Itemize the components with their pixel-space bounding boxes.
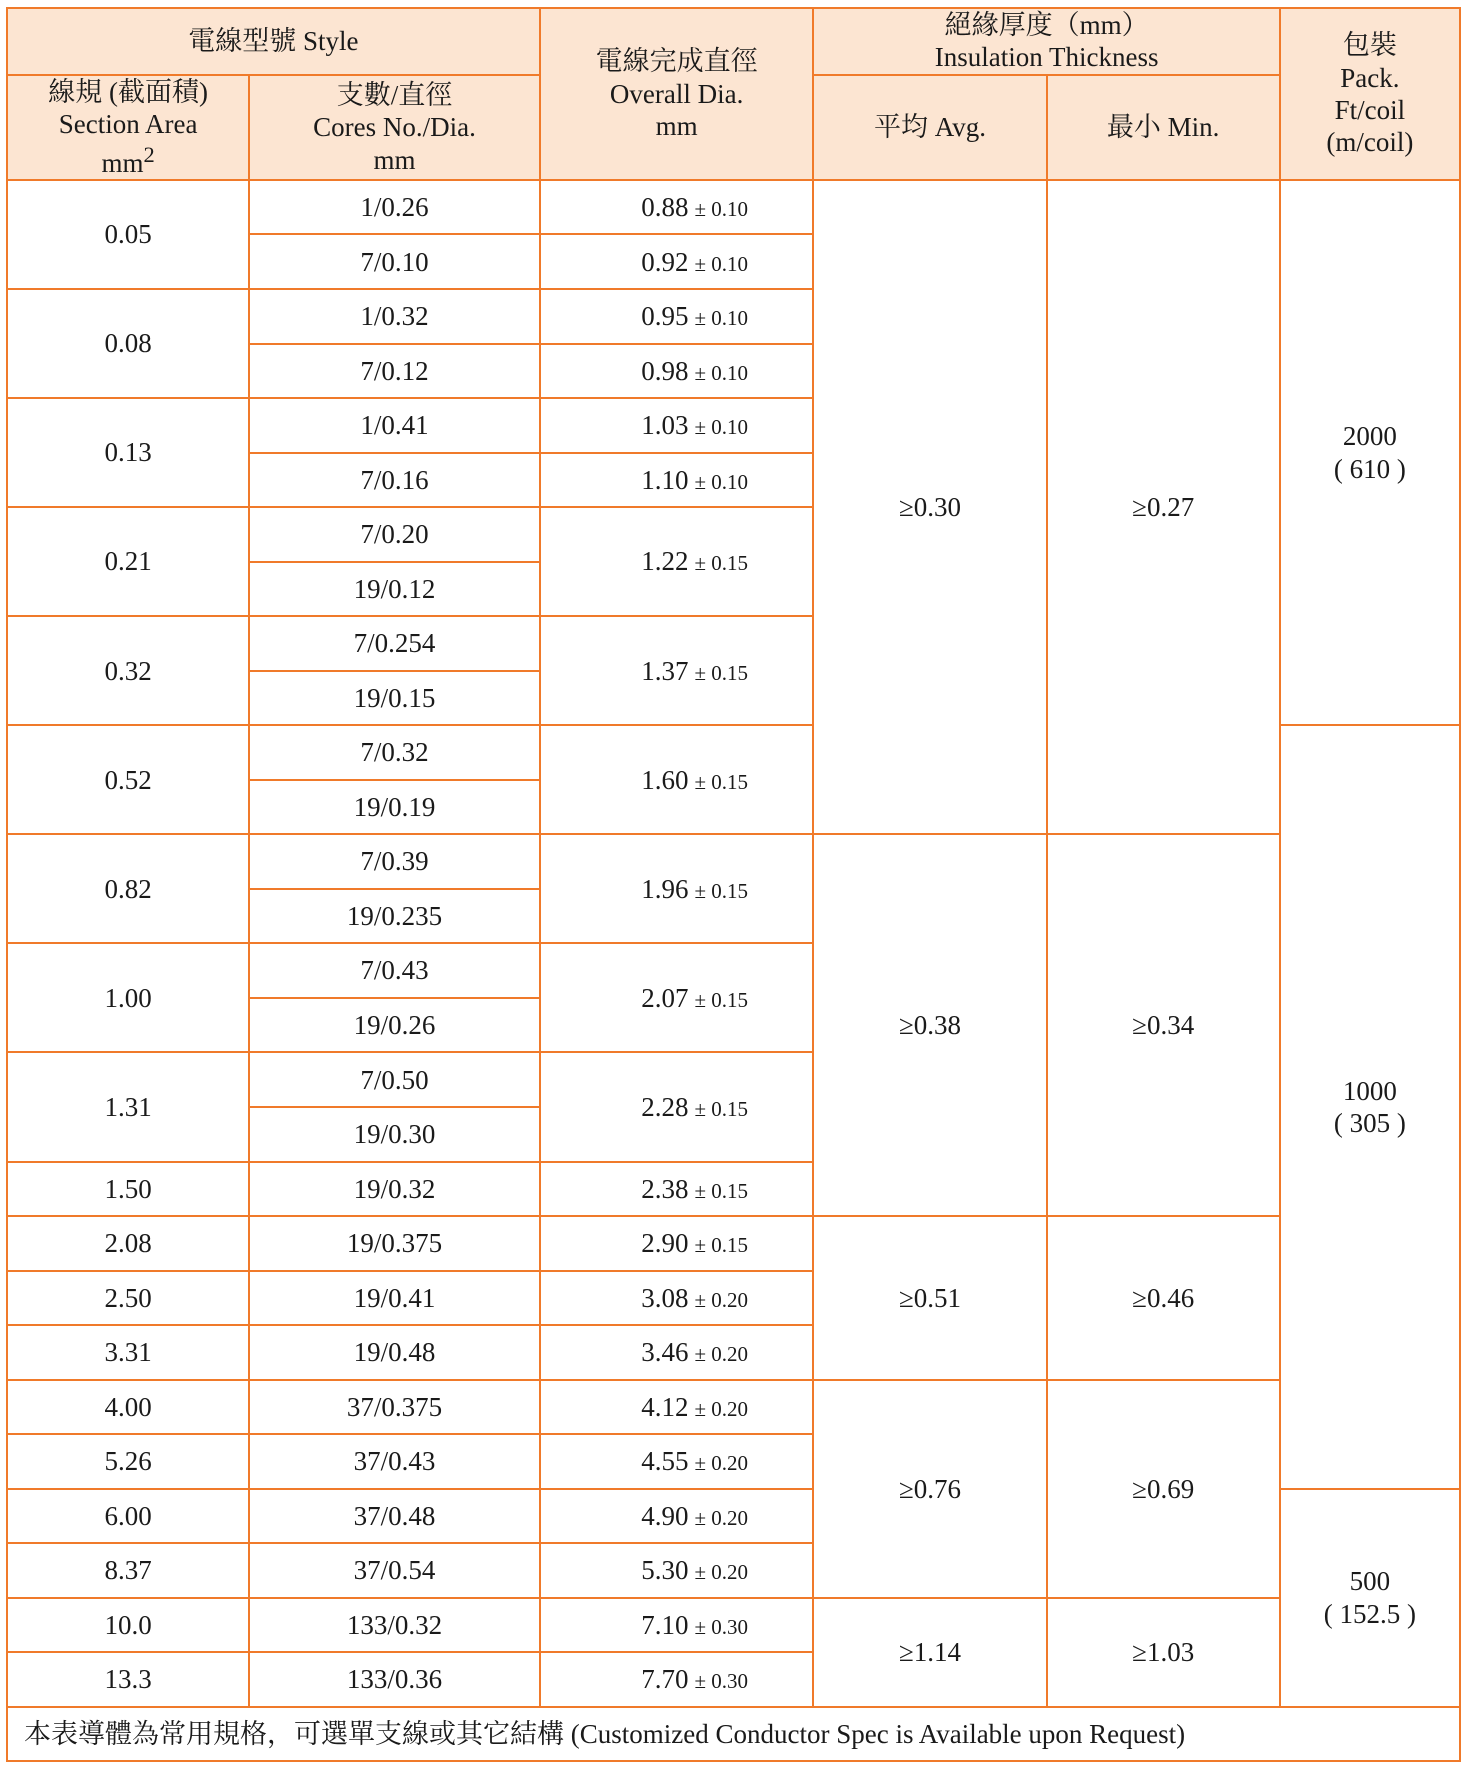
overall-dia-cell-text: 0.88 xyxy=(641,192,689,223)
tolerance-text: ± 0.20 xyxy=(694,1342,748,1367)
section-area-cell xyxy=(7,1489,249,1544)
cores-unit: mm xyxy=(373,144,416,175)
cores-cell-text: 7/0.10 xyxy=(360,246,429,277)
section-area-cell xyxy=(7,1598,249,1653)
section-area-zh: 線規 (截面積) xyxy=(48,76,208,107)
min-header-text: 最小 Min. xyxy=(1106,112,1220,143)
overall-dia-cell xyxy=(540,1598,814,1653)
cores-cell-text: 133/0.36 xyxy=(346,1664,443,1695)
cores-cell xyxy=(249,344,540,399)
overall-dia-cell xyxy=(540,507,814,616)
note-row xyxy=(7,1707,1460,1761)
table-row xyxy=(7,1216,1460,1271)
overall-dia-cell-text: 4.90 xyxy=(641,1500,689,1531)
tolerance-text: ± 0.30 xyxy=(694,1614,748,1639)
cores-zh: 支數/直徑 xyxy=(336,79,453,110)
insulation-avg-cell xyxy=(813,1216,1046,1380)
section-area-cell xyxy=(7,1052,249,1161)
tolerance-text: ± 0.10 xyxy=(694,197,748,222)
pack-ft: Ft/coil xyxy=(1334,94,1406,125)
tolerance-text: ± 0.20 xyxy=(694,1451,748,1476)
cores-cell xyxy=(249,1162,540,1217)
cores-cell xyxy=(249,398,540,453)
tolerance-text: ± 0.10 xyxy=(694,415,748,440)
overall-dia-cell-text: 0.98 xyxy=(641,355,689,386)
cores-cell xyxy=(249,1543,540,1598)
overall-dia-cell xyxy=(540,1216,814,1271)
section-area-cell-text: 2.08 xyxy=(104,1228,152,1259)
insulation-min-cell xyxy=(1047,180,1280,834)
overall-dia-cell xyxy=(540,1162,814,1217)
overall-dia-cell-text: 2.90 xyxy=(641,1228,689,1259)
tolerance-text: ± 0.15 xyxy=(694,1096,748,1121)
section-area-cell-text: 0.21 xyxy=(104,546,152,577)
tolerance-text: ± 0.15 xyxy=(694,551,748,576)
cores-cell xyxy=(249,507,540,562)
avg-header-text: 平均 Avg. xyxy=(874,112,987,143)
cores-cell xyxy=(249,725,540,780)
overall-dia-cell-text: 1.37 xyxy=(641,655,689,686)
overall-dia-cell xyxy=(540,834,814,943)
section-area-cell-text: 13.3 xyxy=(104,1664,152,1695)
tolerance-text: ± 0.15 xyxy=(694,878,748,903)
cores-cell-text: 7/0.20 xyxy=(360,519,429,550)
overall-dia-cell-text: 2.07 xyxy=(641,982,689,1013)
overall-dia-cell xyxy=(540,289,814,344)
cores-cell-text: 7/0.16 xyxy=(360,464,429,495)
insulation-avg-cell-text: ≥1.14 xyxy=(898,1637,962,1668)
insulation-avg-cell xyxy=(813,180,1046,834)
cores-header xyxy=(249,75,540,180)
overall-dia-cell-text: 4.55 xyxy=(641,1446,689,1477)
tolerance-text: ± 0.15 xyxy=(694,987,748,1012)
insulation-avg-cell xyxy=(813,834,1046,1216)
section-area-cell-text: 10.0 xyxy=(104,1609,152,1640)
cores-cell-text: 19/0.48 xyxy=(353,1337,436,1368)
section-area-en: Section Area xyxy=(58,109,198,140)
table-body xyxy=(7,180,1460,1707)
section-area-cell-text: 4.00 xyxy=(104,1391,152,1422)
insulation-min-cell xyxy=(1047,1598,1280,1707)
cores-cell xyxy=(249,453,540,508)
table-row xyxy=(7,1598,1460,1653)
insulation-avg-cell-text: ≥0.38 xyxy=(898,1009,962,1040)
cores-cell-text: 133/0.32 xyxy=(346,1609,443,1640)
overall-dia-cell xyxy=(540,180,814,235)
overall-dia-cell xyxy=(540,1325,814,1380)
cores-cell xyxy=(249,834,540,889)
overall-dia-cell-text: 4.12 xyxy=(641,1391,689,1422)
tolerance-text: ± 0.15 xyxy=(694,660,748,685)
section-area-cell-text: 0.52 xyxy=(104,764,152,795)
pack-feet-text: 1000 xyxy=(1342,1075,1397,1106)
tolerance-text: ± 0.20 xyxy=(694,1287,748,1312)
insulation-min-cell xyxy=(1047,1380,1280,1598)
overall-dia-cell-text: 0.95 xyxy=(641,301,689,332)
tolerance-text: ± 0.10 xyxy=(694,251,748,276)
overall-dia-en: Overall Dia. xyxy=(609,78,744,109)
overall-dia-cell-text: 0.92 xyxy=(641,246,689,277)
overall-dia-cell xyxy=(540,1652,814,1707)
insulation-avg-cell xyxy=(813,1380,1046,1598)
pack-meters-text: ( 305 ) xyxy=(1333,1107,1406,1138)
style-header-text: 電線型號 Style xyxy=(188,26,359,57)
section-area-cell-text: 0.32 xyxy=(104,655,152,686)
section-area-cell-text: 6.00 xyxy=(104,1500,152,1531)
cores-cell xyxy=(249,1107,540,1162)
cores-cell xyxy=(249,1652,540,1707)
cores-cell-text: 7/0.50 xyxy=(360,1064,429,1095)
cores-cell-text: 19/0.26 xyxy=(353,1009,436,1040)
pack-cell xyxy=(1280,1489,1460,1707)
pack-feet-text: 500 xyxy=(1349,1566,1391,1597)
section-area-cell xyxy=(7,1543,249,1598)
overall-dia-cell xyxy=(540,234,814,289)
cores-cell xyxy=(249,943,540,998)
cores-cell xyxy=(249,1325,540,1380)
insulation-avg-cell-text: ≥0.76 xyxy=(898,1473,962,1504)
cores-cell-text: 37/0.48 xyxy=(353,1500,436,1531)
tolerance-text: ± 0.15 xyxy=(694,769,748,794)
cores-cell-text: 19/0.235 xyxy=(346,900,443,931)
section-area-cell-text: 1.50 xyxy=(104,1173,152,1204)
cores-cell xyxy=(249,1434,540,1489)
pack-meters-text: ( 152.5 ) xyxy=(1323,1598,1416,1629)
section-area-header xyxy=(7,75,249,180)
section-area-cell xyxy=(7,616,249,725)
cores-cell xyxy=(249,780,540,835)
overall-dia-cell-text: 2.38 xyxy=(641,1173,689,1204)
cores-cell xyxy=(249,1271,540,1326)
cores-cell-text: 19/0.375 xyxy=(346,1228,443,1259)
section-area-cell-text: 8.37 xyxy=(104,1555,152,1586)
section-area-cell-text: 0.13 xyxy=(104,437,152,468)
cores-cell xyxy=(249,1052,540,1107)
insulation-min-cell xyxy=(1047,1216,1280,1380)
section-area-cell xyxy=(7,725,249,834)
overall-dia-cell xyxy=(540,1052,814,1161)
cores-cell xyxy=(249,998,540,1053)
insulation-min-cell-text: ≥0.34 xyxy=(1132,1009,1195,1040)
wire-spec-table xyxy=(6,7,1461,1762)
insulation-min-cell xyxy=(1047,834,1280,1216)
cores-cell-text: 19/0.12 xyxy=(353,573,436,604)
overall-dia-cell-text: 1.96 xyxy=(641,873,689,904)
overall-dia-cell-text: 1.03 xyxy=(641,410,689,441)
pack-header xyxy=(1280,8,1460,180)
cores-cell-text: 19/0.32 xyxy=(353,1173,436,1204)
footnote-text: 本表導體為常用規格，可選單支線或其它結構 (Customized Conductor Spec is Available upon Request) xyxy=(24,1718,1186,1749)
cores-cell xyxy=(249,671,540,726)
overall-dia-cell xyxy=(540,943,814,1052)
pack-cell xyxy=(1280,180,1460,725)
section-area-cell xyxy=(7,834,249,943)
cores-cell-text: 19/0.41 xyxy=(353,1282,436,1313)
section-area-cell xyxy=(7,1325,249,1380)
insulation-en: Insulation Thickness xyxy=(934,42,1159,73)
cores-cell-text: 1/0.32 xyxy=(360,301,429,332)
section-area-cell-text: 2.50 xyxy=(104,1282,152,1313)
section-area-cell xyxy=(7,1434,249,1489)
overall-dia-cell-text: 1.10 xyxy=(641,464,689,495)
section-area-cell xyxy=(7,289,249,398)
overall-dia-cell-text: 7.10 xyxy=(641,1609,689,1640)
section-area-cell xyxy=(7,1652,249,1707)
tolerance-text: ± 0.20 xyxy=(694,1505,748,1530)
section-area-cell xyxy=(7,507,249,616)
cores-cell xyxy=(249,289,540,344)
insulation-min-cell-text: ≥0.27 xyxy=(1132,491,1195,522)
overall-dia-cell xyxy=(540,1380,814,1435)
tolerance-text: ± 0.10 xyxy=(694,360,748,385)
cores-cell-text: 37/0.54 xyxy=(353,1555,436,1586)
overall-dia-cell-text: 2.28 xyxy=(641,1091,689,1122)
avg-header xyxy=(813,75,1046,180)
cores-cell-text: 1/0.26 xyxy=(360,192,429,223)
cores-cell-text: 37/0.43 xyxy=(353,1446,436,1477)
cores-cell xyxy=(249,889,540,944)
section-area-cell-text: 0.08 xyxy=(104,328,152,359)
section-area-cell-text: 1.00 xyxy=(104,982,152,1013)
tolerance-text: ± 0.10 xyxy=(694,469,748,494)
section-area-unit: mm xyxy=(101,147,144,178)
cores-cell-text: 19/0.19 xyxy=(353,791,436,822)
section-area-cell xyxy=(7,398,249,507)
cores-cell-text: 1/0.41 xyxy=(360,410,429,441)
min-header xyxy=(1047,75,1280,180)
overall-dia-cell-text: 5.30 xyxy=(641,1555,689,1586)
cores-cell xyxy=(249,562,540,617)
section-area-cell-text: 3.31 xyxy=(104,1337,152,1368)
tolerance-text: ± 0.15 xyxy=(694,1233,748,1258)
cores-cell xyxy=(249,180,540,235)
overall-dia-cell xyxy=(540,1489,814,1544)
section-area-cell-text: 1.31 xyxy=(104,1091,152,1122)
cores-cell-text: 7/0.254 xyxy=(353,628,436,659)
style-header xyxy=(7,8,540,75)
cores-cell-text: 7/0.43 xyxy=(360,955,429,986)
pack-cell xyxy=(1280,725,1460,1488)
cores-cell xyxy=(249,1598,540,1653)
insulation-min-cell-text: ≥0.69 xyxy=(1132,1473,1195,1504)
overall-dia-cell xyxy=(540,1271,814,1326)
section-area-cell xyxy=(7,943,249,1052)
pack-meters-text: ( 610 ) xyxy=(1333,453,1406,484)
section-area-cell xyxy=(7,180,249,289)
table-row xyxy=(7,1380,1460,1435)
cores-cell-text: 19/0.15 xyxy=(353,682,436,713)
cores-cell xyxy=(249,1489,540,1544)
insulation-header xyxy=(813,8,1279,75)
cores-cell xyxy=(249,234,540,289)
tolerance-text: ± 0.30 xyxy=(694,1669,748,1694)
overall-dia-zh: 電線完成直徑 xyxy=(595,46,758,77)
pack-zh: 包裝 xyxy=(1342,30,1397,61)
section-area-cell xyxy=(7,1271,249,1326)
overall-dia-cell xyxy=(540,1543,814,1598)
pack-en: Pack. xyxy=(1340,62,1400,93)
section-area-cell xyxy=(7,1216,249,1271)
cores-cell-text: 7/0.32 xyxy=(360,737,429,768)
table-row xyxy=(7,180,1460,235)
tolerance-text: ± 0.20 xyxy=(694,1396,748,1421)
insulation-zh: 絕緣厚度（mm） xyxy=(944,10,1149,40)
pack-feet-text: 2000 xyxy=(1342,421,1397,452)
section-area-cell xyxy=(7,1380,249,1435)
overall-dia-cell-text: 1.60 xyxy=(641,764,689,795)
overall-dia-cell xyxy=(540,616,814,725)
overall-dia-unit: mm xyxy=(655,111,698,142)
insulation-avg-cell-text: ≥0.30 xyxy=(898,491,962,522)
overall-dia-cell-text: 7.70 xyxy=(641,1664,689,1695)
overall-dia-cell xyxy=(540,453,814,508)
overall-dia-cell-text: 3.46 xyxy=(641,1337,689,1368)
section-area-exponent: 2 xyxy=(143,141,155,167)
section-area-unit-line xyxy=(8,141,248,179)
section-area-cell xyxy=(7,1162,249,1217)
tolerance-text: ± 0.20 xyxy=(694,1560,748,1585)
tolerance-text: ± 0.15 xyxy=(694,1178,748,1203)
cores-en: Cores No./Dia. xyxy=(313,112,476,143)
insulation-min-cell-text: ≥0.46 xyxy=(1132,1282,1195,1313)
insulation-min-cell-text: ≥1.03 xyxy=(1132,1637,1195,1668)
overall-dia-cell xyxy=(540,344,814,399)
overall-dia-cell-text: 1.22 xyxy=(641,546,689,577)
tolerance-text: ± 0.10 xyxy=(694,306,748,331)
overall-dia-cell xyxy=(540,1434,814,1489)
overall-dia-cell-text: 3.08 xyxy=(641,1282,689,1313)
cores-cell xyxy=(249,1380,540,1435)
insulation-avg-cell-text: ≥0.51 xyxy=(898,1282,962,1313)
cores-cell-text: 7/0.12 xyxy=(360,355,429,386)
cores-cell-text: 19/0.30 xyxy=(353,1119,436,1150)
overall-dia-cell xyxy=(540,725,814,834)
insulation-avg-cell xyxy=(813,1598,1046,1707)
cores-cell xyxy=(249,1216,540,1271)
pack-m: (m/coil) xyxy=(1326,127,1414,158)
cores-cell-text: 37/0.375 xyxy=(346,1391,443,1422)
overall-dia-cell xyxy=(540,398,814,453)
cores-cell-text: 7/0.39 xyxy=(360,846,429,877)
cores-cell xyxy=(249,616,540,671)
table-row xyxy=(7,834,1460,889)
section-area-cell-text: 5.26 xyxy=(104,1446,152,1477)
section-area-cell-text: 0.82 xyxy=(104,873,152,904)
overall-dia-header xyxy=(540,8,814,180)
section-area-cell-text: 0.05 xyxy=(104,219,152,250)
